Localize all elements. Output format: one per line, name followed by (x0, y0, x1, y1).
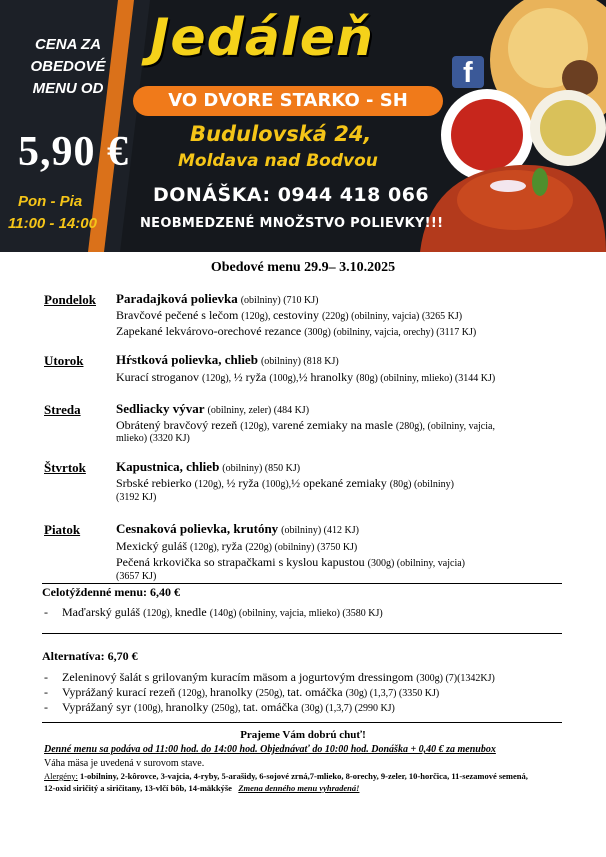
restaurant-title: Jedáleň (150, 8, 375, 68)
address-city: Moldava nad Bodvou (178, 151, 378, 171)
menu-price: 5,90 € (18, 129, 129, 175)
meal-thursday-1: Srbské rebierko (120g), ½ ryža (100g),½ opekané zemiaky (80g) (obilniny) (116, 476, 454, 490)
header-banner (0, 0, 606, 252)
footer-allergens: Alergény: 1-obilniny, 2-kôrovce, 3-vajcia, 4-ryby, 5-arašidy, 6-sojové zrná,7-mlieko, 8-orechy, 9-zeler, 10-horčica, 11-sezamové semená, (44, 771, 528, 781)
footer-wish: Prajeme Vám dobrú chuť! (240, 729, 366, 741)
soup-tuesday: Hŕstková polievka, chlieb (obilniny) (818 KJ) (116, 352, 339, 367)
divider (42, 722, 562, 723)
soup-friday: Cesnaková polievka, krutóny (obilniny) (412 KJ) (116, 521, 359, 536)
footer-allergens-2: 12-oxid siričitý a siričitany, 13-vlčí bôb, 14-mäkkýše Zmena denného menu vyhradená! (44, 783, 360, 793)
address-street: Budulovská 24, (190, 122, 372, 146)
alternative-item-2: Vyprážaný kurací rezeň (120g), hranolky (250g), tat. omáčka (30g) (1,3,7) (3350 KJ) (62, 685, 440, 699)
menu-title: Obedové menu 29.9– 3.10.2025 (210, 260, 396, 275)
meal-monday-2: Zapekané lekvárovo-orechové rezance (300g) (obilniny, vajcia, orechy) (3117 KJ) (116, 324, 477, 338)
delivery-phone: DONÁŠKA: 0944 418 066 (153, 184, 430, 206)
meal-friday-1: Mexický guláš (120g), ryža (220g) (obilniny) (3750 KJ) (116, 539, 358, 553)
price-label: CENA ZA OBEDOVÉ MENU OD (30, 36, 106, 97)
alternative-title: Alternatíva: 6,70 € (42, 649, 138, 663)
weekly-menu-title: Celotýždenné menu: 6,40 € (42, 585, 180, 599)
alternative-item-1: Zeleninový šalát s grilovaným kuracím mäsom a jogurtovým dressingom (300g) (7)(1342KJ) (62, 670, 495, 684)
day-thursday: Štvrtok (44, 460, 86, 475)
day-friday: Piatok (44, 522, 81, 537)
alternative-item-3: Vyprážaný syr (100g), hranolky (250g), tat. omáčka (30g) (1,3,7) (2990 KJ) (62, 700, 395, 714)
divider (42, 583, 562, 584)
meal-friday-2: Pečená krkovička so strapačkami s kyslou kapustou (300g) (obilniny, vajcia) (116, 555, 465, 569)
soup-wednesday: Sedliacky vývar (obilniny, zeler) (484 KJ) (116, 401, 310, 416)
meal-thursday-1-cont: (3192 KJ) (116, 492, 157, 503)
soup-thursday: Kapustnica, chlieb (obilniny) (850 KJ) (116, 459, 301, 474)
day-monday: Pondelok (44, 292, 97, 307)
open-days: Pon - Pia (18, 193, 83, 210)
meal-wednesday-1: Obrátený bravčový rezeň (120g), varené zemiaky na masle (280g), (obilniny, vajcia, (116, 418, 495, 432)
soup-note: NEOBMEDZENÉ MNOŽSTVO POLIEVKY!!! (140, 216, 444, 231)
day-wednesday: Streda (44, 402, 81, 417)
open-hours: 11:00 - 14:00 (8, 215, 97, 232)
meal-monday-1: Bravčové pečené s lečom (120g), cestoviny (220g) (obilniny, vajcia) (3265 KJ) (116, 308, 463, 322)
footer-notice: Denné menu sa podáva od 11:00 hod. do 14:00 hod. Objednávať do 10:00 hod. Donáška + 0,40 € za menubox (44, 744, 496, 755)
facebook-icon[interactable]: f (452, 56, 484, 88)
footer-weight-note: Váha mäsa je uvedená v surovom stave. (44, 758, 205, 769)
soup-monday: Paradajková polievka (obilniny) (710 KJ) (116, 291, 319, 306)
divider (42, 633, 562, 634)
meal-wednesday-1-cont: mlieko) (3320 KJ) (116, 433, 190, 444)
meal-tuesday-1: Kurací stroganov (120g), ½ ryža (100g),½ hranolky (80g) (obilniny, mlieko) (3144 KJ) (116, 370, 496, 384)
restaurant-subtitle: VO DVORE STARKO - SH (133, 86, 443, 116)
day-tuesday: Utorok (44, 353, 84, 368)
meal-friday-2-cont: (3657 KJ) (116, 571, 157, 582)
footer-reserve-note: Zmena denného menu vyhradená! (238, 783, 360, 793)
weekly-item-1: Maďarský guláš (120g), knedle (140g) (obilniny, vajcia, mlieko) (3580 KJ) (62, 605, 383, 619)
